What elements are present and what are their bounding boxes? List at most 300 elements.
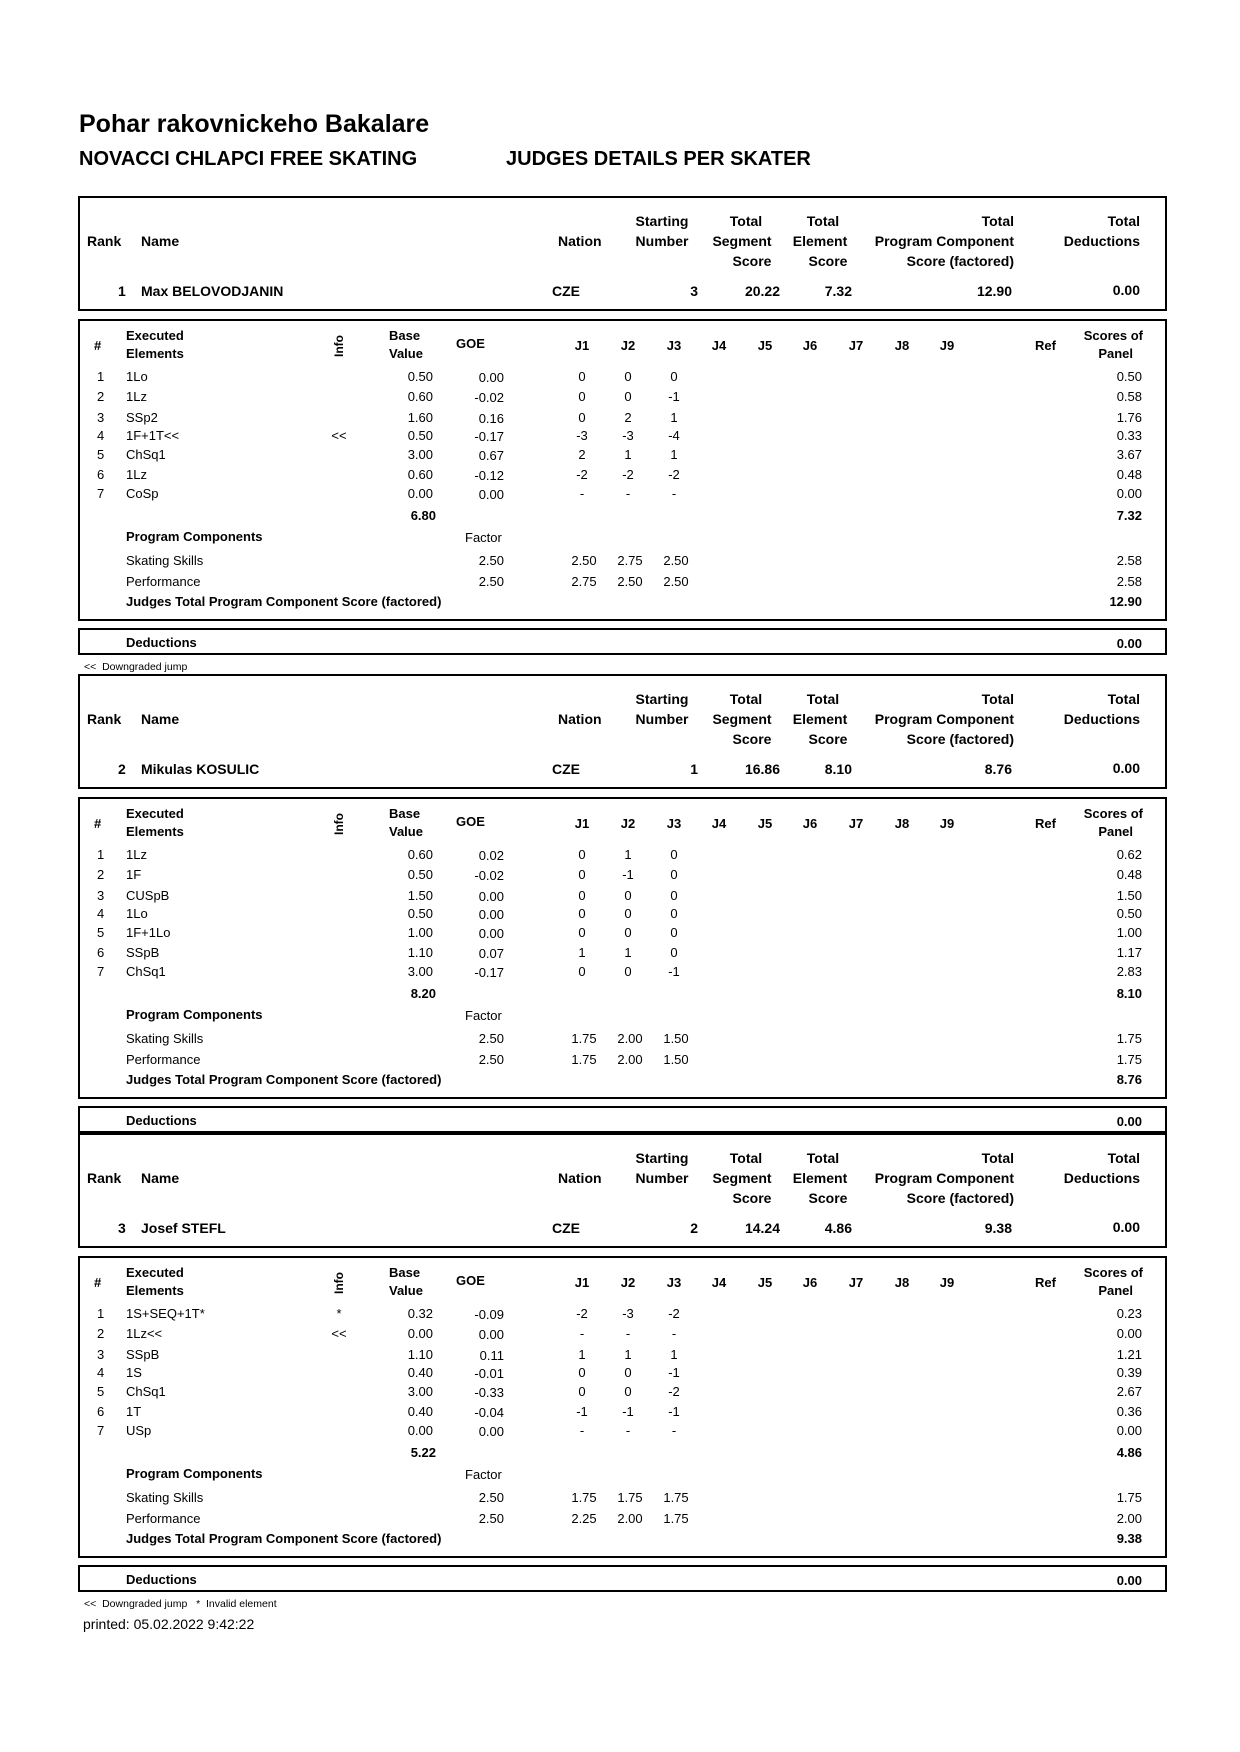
base-value-label: Base <box>389 1265 421 1280</box>
judge-component-score: 2.00 <box>617 1052 643 1067</box>
judge-component-score: 1.50 <box>663 1031 689 1046</box>
element-base-value: 3.00 <box>407 1384 433 1399</box>
element-goe: -0.04 <box>474 1405 504 1420</box>
judge-goe: 0 <box>578 1365 586 1380</box>
skater-total-element-score: 8.10 <box>824 761 852 777</box>
element-code: 1T <box>126 1404 142 1419</box>
judge-goe: -2 <box>668 1306 680 1321</box>
judge-goe: 2 <box>624 410 632 425</box>
ref-label: Ref <box>1035 338 1056 353</box>
judge-goe: 0 <box>578 1384 586 1399</box>
judge-label: J9 <box>939 338 955 353</box>
executed-label: Elements <box>126 1283 184 1298</box>
element-panel-score: 0.39 <box>1116 1365 1142 1380</box>
panel-label: Panel <box>1098 346 1133 361</box>
judge-goe: 1 <box>624 447 632 462</box>
element-goe: 0.00 <box>478 907 504 922</box>
element-goe: 0.02 <box>478 848 504 863</box>
element-panel-score: 0.48 <box>1116 467 1142 482</box>
legend-note: << Downgraded jump * Invalid element <box>84 1598 277 1610</box>
base-value-total: 5.22 <box>410 1445 436 1460</box>
component-factor: 2.50 <box>478 553 504 568</box>
judge-label: J6 <box>802 816 818 831</box>
judge-label: J1 <box>574 1275 590 1290</box>
skater-rank: 1 <box>118 283 126 299</box>
segment-label: Total <box>729 691 763 707</box>
judge-goe: -2 <box>668 467 680 482</box>
base-value-label: Value <box>389 1283 423 1298</box>
judge-label: J5 <box>757 338 773 353</box>
element-panel-score: 0.33 <box>1116 428 1142 443</box>
deductions-label: Total <box>1107 1150 1140 1166</box>
component-name: Skating Skills <box>126 553 204 568</box>
deductions-label: Deductions <box>126 1572 197 1587</box>
element-panel-score: 0.58 <box>1116 389 1142 404</box>
elements-box <box>78 797 1167 1099</box>
element-code: CUSpB <box>126 888 170 903</box>
tes-total: 4.86 <box>1116 1445 1142 1460</box>
judge-component-score: 1.75 <box>663 1490 689 1505</box>
judge-label: J4 <box>711 1275 727 1290</box>
element-code: 1Lz <box>126 389 147 404</box>
element-base-value: 0.50 <box>407 428 433 443</box>
judge-label: J6 <box>802 338 818 353</box>
element-label: Score <box>808 1190 848 1206</box>
judge-component-score: 1.75 <box>571 1031 597 1046</box>
judge-goe: -2 <box>668 1384 680 1399</box>
skater-nation: CZE <box>552 761 580 777</box>
element-base-value: 1.50 <box>407 888 433 903</box>
skater-start-number: 3 <box>690 283 698 299</box>
executed-label: Executed <box>126 1265 184 1280</box>
element-number: 2 <box>97 1326 105 1341</box>
judge-goe: 0 <box>578 847 586 862</box>
element-goe: 0.00 <box>478 926 504 941</box>
elements-box <box>78 319 1167 621</box>
judge-label: J8 <box>894 1275 910 1290</box>
judge-goe: -1 <box>668 964 680 979</box>
element-number: 6 <box>97 1404 105 1419</box>
judge-component-score: 2.75 <box>571 574 597 589</box>
skater-rank: 2 <box>118 761 126 777</box>
judge-goe: 0 <box>578 369 586 384</box>
element-number: 4 <box>97 428 105 443</box>
program-components-label: Program Components <box>126 1007 263 1022</box>
judge-label: J2 <box>620 1275 636 1290</box>
judge-goe: -3 <box>622 428 634 443</box>
judge-component-score: 2.50 <box>571 553 597 568</box>
component-panel-score: 1.75 <box>1116 1052 1142 1067</box>
element-base-value: 1.10 <box>407 1347 433 1362</box>
factor-label: Factor <box>465 1467 502 1482</box>
element-code: USp <box>126 1423 152 1438</box>
judge-goe: 0 <box>670 369 678 384</box>
element-goe: 0.00 <box>478 487 504 502</box>
judge-goe: 1 <box>670 410 678 425</box>
rank-label: Rank <box>87 711 122 727</box>
component-factor: 2.50 <box>478 1511 504 1526</box>
element-code: 1Lo <box>126 369 148 384</box>
ref-label: Ref <box>1035 1275 1056 1290</box>
element-base-value: 1.10 <box>407 945 433 960</box>
starting-label: Starting <box>635 213 689 229</box>
executed-label: Executed <box>126 328 184 343</box>
element-code: ChSq1 <box>126 447 166 462</box>
judge-label: J5 <box>757 1275 773 1290</box>
judge-label: J5 <box>757 816 773 831</box>
skater-total-segment-score: 14.24 <box>744 1220 780 1236</box>
judge-goe: - <box>579 1326 585 1341</box>
component-name: Performance <box>126 574 201 589</box>
judge-goe: - <box>671 1423 677 1438</box>
skater-nation: CZE <box>552 1220 580 1236</box>
component-factor: 2.50 <box>478 1490 504 1505</box>
skater-nation: CZE <box>552 283 580 299</box>
element-info: << <box>331 428 347 443</box>
deductions-label: Deductions <box>126 635 197 650</box>
element-number: 6 <box>97 467 105 482</box>
element-goe: 0.67 <box>478 448 504 463</box>
element-code: 1F <box>126 867 142 882</box>
judge-label: J3 <box>666 338 682 353</box>
judge-label: J9 <box>939 816 955 831</box>
judge-goe: -1 <box>668 1365 680 1380</box>
segment-title: NOVACCI CHLAPCI FREE SKATING <box>79 148 418 170</box>
skater-header-box <box>78 1133 1167 1248</box>
info-label: Info <box>332 813 346 835</box>
pcs-label: Total <box>981 213 1014 229</box>
tes-total: 7.32 <box>1116 508 1142 523</box>
judge-label: J7 <box>848 1275 864 1290</box>
component-name: Performance <box>126 1052 201 1067</box>
judge-component-score: 2.25 <box>571 1511 597 1526</box>
pcs-label: Score (factored) <box>906 253 1014 269</box>
element-panel-score: 0.62 <box>1116 847 1142 862</box>
judge-component-score: 2.50 <box>617 574 643 589</box>
judge-goe: -2 <box>576 467 588 482</box>
deductions-total: 0.00 <box>1116 1573 1142 1588</box>
element-goe: 0.11 <box>479 1348 504 1363</box>
element-base-value: 0.50 <box>407 906 433 921</box>
element-base-value: 0.50 <box>407 369 433 384</box>
element-number: 1 <box>97 369 105 384</box>
deductions-box <box>78 628 1167 655</box>
judge-component-score: 1.75 <box>571 1052 597 1067</box>
program-components-label: Program Components <box>126 529 263 544</box>
panel-label: Scores of <box>1083 806 1143 821</box>
element-code: 1F+1Lo <box>126 925 171 940</box>
element-base-value: 0.40 <box>407 1365 433 1380</box>
judge-goe: 0 <box>578 389 586 404</box>
element-base-value: 3.00 <box>407 447 433 462</box>
component-factor: 2.50 <box>478 574 504 589</box>
judge-label: J1 <box>574 338 590 353</box>
tes-total: 8.10 <box>1116 986 1142 1001</box>
element-panel-score: 0.48 <box>1116 867 1142 882</box>
element-code: 1F+1T<< <box>126 428 180 443</box>
report-title: JUDGES DETAILS PER SKATER <box>506 148 811 170</box>
element-panel-score: 1.21 <box>1116 1347 1142 1362</box>
pcs-total: 12.90 <box>1109 594 1142 609</box>
element-base-value: 0.60 <box>407 847 433 862</box>
element-base-value: 0.32 <box>407 1306 433 1321</box>
judge-goe: 0 <box>670 847 678 862</box>
goe-label: GOE <box>456 336 485 351</box>
judge-goe: 0 <box>624 1384 632 1399</box>
element-code: 1Lz <box>126 847 147 862</box>
element-number: 2 <box>97 867 105 882</box>
judge-label: J6 <box>802 1275 818 1290</box>
judge-goe: - <box>625 1326 631 1341</box>
element-goe: -0.17 <box>474 965 504 980</box>
element-goe: -0.17 <box>474 429 504 444</box>
deductions-box <box>78 1565 1167 1592</box>
judge-goe: 0 <box>624 389 632 404</box>
base-value-label: Value <box>389 824 423 839</box>
judge-goe: - <box>625 486 631 501</box>
starting-label: Starting <box>635 1150 689 1166</box>
element-label: Total <box>806 213 840 229</box>
executed-label: Elements <box>126 824 184 839</box>
element-panel-score: 3.67 <box>1116 447 1142 462</box>
nation-label: Nation <box>558 233 602 249</box>
element-goe: -0.02 <box>474 390 504 405</box>
element-code: SSpB <box>126 945 160 960</box>
judge-goe: - <box>579 1423 585 1438</box>
printed-timestamp: printed: 05.02.2022 9:42:22 <box>83 1616 255 1632</box>
element-panel-score: 0.00 <box>1116 1326 1142 1341</box>
legend-note: << Downgraded jump <box>84 661 188 673</box>
element-panel-score: 0.23 <box>1116 1306 1142 1321</box>
element-label: Total <box>806 691 840 707</box>
element-number: 5 <box>97 1384 105 1399</box>
judge-label: J8 <box>894 338 910 353</box>
deductions-label: Deductions <box>1063 1170 1140 1186</box>
judges-total-pcs-label: Judges Total Program Component Score (factored) <box>126 594 442 609</box>
skater-total-pcs: 9.38 <box>984 1220 1012 1236</box>
starting-label: Number <box>635 1170 689 1186</box>
rank-label: Rank <box>87 1170 122 1186</box>
skater-start-number: 2 <box>690 1220 698 1236</box>
element-label: Score <box>808 731 848 747</box>
element-base-value: 0.40 <box>407 1404 433 1419</box>
element-panel-score: 0.36 <box>1116 1404 1142 1419</box>
judge-goe: 1 <box>624 1347 632 1362</box>
element-label: Element <box>792 1170 848 1186</box>
element-panel-score: 1.50 <box>1116 888 1142 903</box>
judge-goe: 0 <box>670 867 678 882</box>
pcs-label: Program Component <box>874 233 1014 249</box>
element-goe: 0.16 <box>478 411 504 426</box>
judge-label: J7 <box>848 816 864 831</box>
element-number: 1 <box>97 847 105 862</box>
element-panel-score: 0.00 <box>1116 1423 1142 1438</box>
element-base-value: 1.60 <box>407 410 433 425</box>
nation-label: Nation <box>558 1170 602 1186</box>
judge-goe: 0 <box>624 369 632 384</box>
element-label: Total <box>806 1150 840 1166</box>
element-base-value: 0.60 <box>407 467 433 482</box>
judge-component-score: 2.75 <box>617 553 643 568</box>
pcs-label: Score (factored) <box>906 731 1014 747</box>
element-panel-score: 1.76 <box>1116 410 1142 425</box>
element-code: 1S+SEQ+1T* <box>126 1306 205 1321</box>
hash-label: # <box>94 816 102 831</box>
component-name: Performance <box>126 1511 201 1526</box>
judge-goe: 1 <box>624 945 632 960</box>
panel-label: Scores of <box>1083 328 1143 343</box>
element-label: Element <box>792 233 848 249</box>
event-title: Pohar rakovnickeho Bakalare <box>79 110 430 138</box>
element-label: Element <box>792 711 848 727</box>
skater-header-box <box>78 674 1167 789</box>
judge-goe: 0 <box>670 945 678 960</box>
element-base-value: 0.60 <box>407 389 433 404</box>
judge-goe: 0 <box>578 867 586 882</box>
judge-label: J9 <box>939 1275 955 1290</box>
element-panel-score: 2.67 <box>1116 1384 1142 1399</box>
judge-label: J2 <box>620 816 636 831</box>
element-goe: 0.00 <box>478 1327 504 1342</box>
judge-goe: 1 <box>578 945 586 960</box>
element-code: 1Lz<< <box>126 1326 163 1341</box>
panel-label: Panel <box>1098 824 1133 839</box>
judge-label: J1 <box>574 816 590 831</box>
judge-goe: -4 <box>668 428 680 443</box>
judge-component-score: 2.00 <box>617 1031 643 1046</box>
judge-goe: - <box>625 1423 631 1438</box>
name-label: Name <box>141 1170 180 1186</box>
component-name: Skating Skills <box>126 1490 204 1505</box>
hash-label: # <box>94 1275 102 1290</box>
skater-name: Max BELOVODJANIN <box>141 283 284 299</box>
pcs-total: 9.38 <box>1116 1531 1142 1546</box>
panel-label: Panel <box>1098 1283 1133 1298</box>
element-panel-score: 1.00 <box>1116 925 1142 940</box>
info-label: Info <box>332 1272 346 1294</box>
nation-label: Nation <box>558 711 602 727</box>
judge-goe: -2 <box>622 467 634 482</box>
panel-label: Scores of <box>1083 1265 1143 1280</box>
component-name: Skating Skills <box>126 1031 204 1046</box>
element-code: ChSq1 <box>126 1384 166 1399</box>
judge-component-score: 2.00 <box>617 1511 643 1526</box>
element-number: 4 <box>97 1365 105 1380</box>
pcs-total: 8.76 <box>1116 1072 1142 1087</box>
deductions-box <box>78 1106 1167 1133</box>
element-code: ChSq1 <box>126 964 166 979</box>
name-label: Name <box>141 233 180 249</box>
judge-goe: 1 <box>624 847 632 862</box>
element-label: Score <box>808 253 848 269</box>
element-code: 1S <box>126 1365 142 1380</box>
deductions-total: 0.00 <box>1116 1114 1142 1129</box>
element-info: * <box>336 1306 342 1321</box>
element-panel-score: 1.17 <box>1116 945 1142 960</box>
pcs-label: Total <box>981 691 1014 707</box>
skater-total-deductions: 0.00 <box>1112 1219 1140 1235</box>
judge-goe: 2 <box>578 447 586 462</box>
element-number: 2 <box>97 389 105 404</box>
element-number: 1 <box>97 1306 105 1321</box>
element-code: CoSp <box>126 486 159 501</box>
judge-component-score: 2.50 <box>663 574 689 589</box>
base-value-total: 6.80 <box>410 508 436 523</box>
rank-label: Rank <box>87 233 122 249</box>
element-info: << <box>331 1326 347 1341</box>
element-panel-score: 0.00 <box>1116 486 1142 501</box>
goe-label: GOE <box>456 1273 485 1288</box>
judge-goe: -1 <box>668 389 680 404</box>
judge-goe: 0 <box>624 906 632 921</box>
skater-header-box <box>78 196 1167 311</box>
element-number: 3 <box>97 1347 105 1362</box>
base-value-label: Base <box>389 806 421 821</box>
judge-component-score: 1.75 <box>617 1490 643 1505</box>
segment-label: Segment <box>712 233 772 249</box>
skater-total-pcs: 8.76 <box>984 761 1012 777</box>
element-number: 5 <box>97 925 105 940</box>
element-number: 4 <box>97 906 105 921</box>
factor-label: Factor <box>465 1008 502 1023</box>
component-factor: 2.50 <box>478 1052 504 1067</box>
skater-name: Josef STEFL <box>141 1220 226 1236</box>
deductions-label: Deductions <box>1063 233 1140 249</box>
judge-goe: 1 <box>670 1347 678 1362</box>
element-goe: 0.07 <box>478 946 504 961</box>
judge-goe: -3 <box>622 1306 634 1321</box>
element-goe: -0.12 <box>474 468 504 483</box>
judge-goe: - <box>579 486 585 501</box>
segment-label: Score <box>732 1190 772 1206</box>
judge-goe: -2 <box>576 1306 588 1321</box>
judge-goe: 0 <box>578 888 586 903</box>
element-number: 3 <box>97 410 105 425</box>
component-panel-score: 2.00 <box>1116 1511 1142 1526</box>
elements-box <box>78 1256 1167 1558</box>
judge-goe: 0 <box>670 925 678 940</box>
deductions-total: 0.00 <box>1116 636 1142 651</box>
element-number: 7 <box>97 1423 105 1438</box>
base-value-label: Base <box>389 328 421 343</box>
element-code: SSp2 <box>126 410 158 425</box>
element-number: 7 <box>97 964 105 979</box>
element-number: 3 <box>97 888 105 903</box>
element-panel-score: 2.83 <box>1116 964 1142 979</box>
starting-label: Starting <box>635 691 689 707</box>
deductions-label: Total <box>1107 213 1140 229</box>
skater-rank: 3 <box>118 1220 126 1236</box>
element-goe: -0.02 <box>474 868 504 883</box>
judge-label: J4 <box>711 816 727 831</box>
judge-goe: -1 <box>622 1404 634 1419</box>
judge-label: J3 <box>666 816 682 831</box>
skater-start-number: 1 <box>690 761 698 777</box>
component-panel-score: 2.58 <box>1116 553 1142 568</box>
judge-goe: 0 <box>670 888 678 903</box>
judge-goe: -1 <box>576 1404 588 1419</box>
judge-goe: 0 <box>624 888 632 903</box>
pcs-label: Program Component <box>874 1170 1014 1186</box>
skater-total-deductions: 0.00 <box>1112 760 1140 776</box>
element-base-value: 0.50 <box>407 867 433 882</box>
segment-label: Total <box>729 1150 763 1166</box>
judge-component-score: 2.50 <box>663 553 689 568</box>
ref-label: Ref <box>1035 816 1056 831</box>
factor-label: Factor <box>465 530 502 545</box>
skater-total-segment-score: 16.86 <box>744 761 780 777</box>
judge-label: J2 <box>620 338 636 353</box>
